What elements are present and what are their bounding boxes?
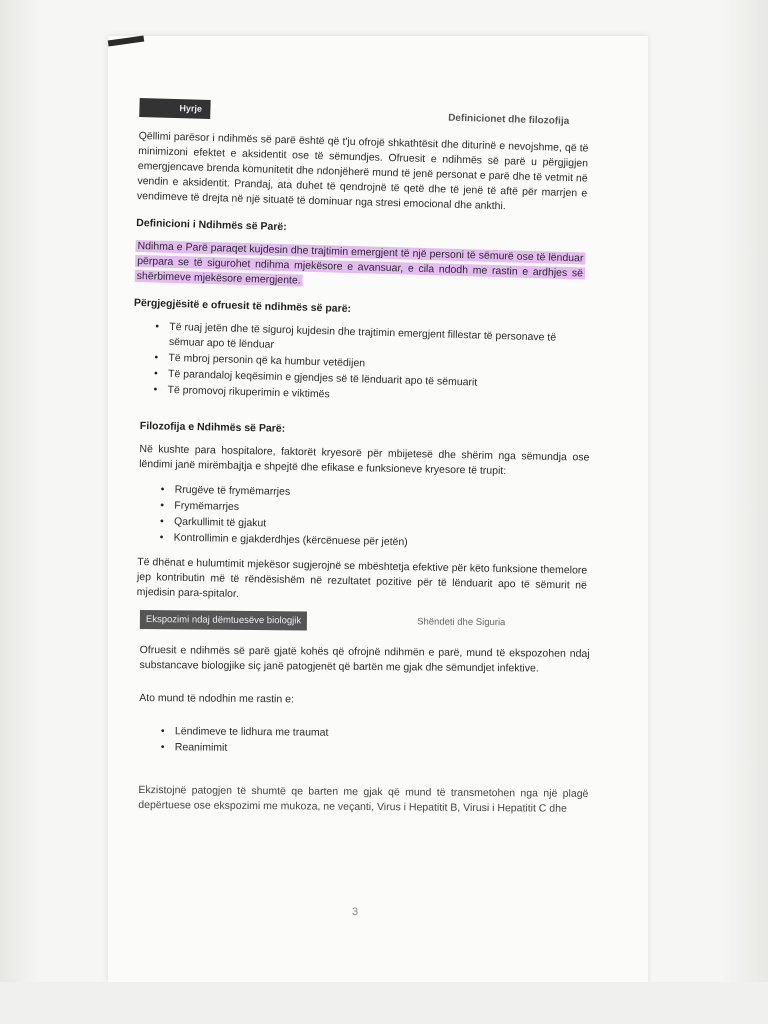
list-item: • Të ruaj jetën dhe të siguroj kujdesin dhe trajtimin emergjent fillestar të personave të sëmuar apo të lënduar: [155, 320, 584, 362]
philosophy-text: Në kushte para hospitalore, faktorët kryesorë për mbijetesë dhe shërim nga sëmundja ose lëndimi janë mirëmbajtja e shpejtë dhe efikase e funksioneve kryesore të trupit:: [139, 442, 590, 478]
list-item: • Frymëmarrjes: [160, 498, 588, 521]
page-content: [133, 88, 590, 823]
bottom-block: [138, 610, 590, 817]
header-title: Definicionet dhe filozofija: [448, 112, 570, 127]
definition-heading: Definicioni i Ndihmës së Parë:: [136, 216, 287, 234]
middle-block: [137, 419, 590, 609]
section2-list: [139, 724, 589, 759]
scan-border: [0, 982, 768, 1024]
list-item: • Të parandaloj keqësimin e gjendjes së të lënduarit apo të sëmuarit: [154, 367, 582, 394]
section2-tag: Ekspozimi ndaj dëmtuesëve biologjik: [140, 610, 307, 630]
list-item: • Reanimimit: [161, 740, 589, 759]
list-item: • Kontrollimin e gjakderdhjes (kërcënuese për jetën): [160, 530, 588, 553]
list-item: • Të mbroj personin që ka humbur vetëdijen: [154, 351, 582, 378]
list-item: • Rrugëve të frymëmarrjes: [160, 482, 588, 505]
philosophy-conclusion: Të dhënat e hulumtimit mjekësor sugjerojnë se mbështetja efektive për këto funksione themelore jep kontributin më të rëndësishëm në rezultatet pozitive për të lënduarit apo të sëmurit në mjedisin para-spitalor.: [136, 555, 588, 600]
responsibilities-list: [131, 319, 583, 410]
section-tag: Hyrje: [139, 98, 210, 119]
list-item: • Lëndimeve te lidhura me traumat: [161, 724, 589, 743]
philosophy-list: [138, 482, 589, 554]
page-header: [139, 88, 590, 130]
list-item: • Qarkullimit të gjakut: [160, 514, 588, 537]
section2-sub: Ato mund të ndodhin me rastin e:: [139, 691, 294, 706]
definition-text: Ndihma e Parë paraqet kujdesin dhe trajtimin emergjent të një personi të sëmurë ose të lënduar përpara se të sigurohet ndihma mjekësore e avansuar, e cila ndodh me rastin e ardhjes së shërbimeve mjekësore emergjente.: [136, 239, 584, 287]
section2-text: Ofruesit e ndihmës së parë gjatë kohës që ofrojnë ndihmën e parë, mund të ekspozohen ndaj substancave biologjike siç janë patogjenët që bartën me gjak dhe sëmundjet infektive.: [139, 643, 590, 675]
page-number: 3: [352, 906, 359, 918]
section2-header: [140, 610, 590, 633]
section2-final: Ekzistojnë patogjen të shumtë qe barten me gjak që mund të transmetohen nga një plagë depërtuese ose ekspozimi me mukoza, ne veçanti, Virus i Hepatitit B, Virusi i Hepatitit C dhe: [138, 783, 589, 815]
philosophy-heading: Filozofija e Ndihmës së Parë:: [139, 419, 286, 435]
list-item: • Të promovoj rikuperimin e viktimës: [153, 382, 581, 409]
top-block: [131, 88, 589, 409]
section2-title: Shëndeti dhe Siguria: [417, 616, 506, 629]
intro-paragraph: Qëllimi parësor i ndihmës së parë është që t'ju ofrojë shkathtësit dhe diturinë e nevojshme, që të minimizoni efektet e aksidentit ose të sëmundjes. Ofruesit e ndihmës së parë u përgjigjen emergjencave brenda komunitetit dhe ndonjëherë mund të jenë personat e parë dhe të vetmit në vendin e aksidentit. Prandaj, ata duhet të qendrojnë të qetë dhe të jenë të aftë për marrjen e vendimeve të drejta në një situatë të dominuar nga stresi emocional dhe ankthi.: [136, 129, 589, 213]
responsibilities-heading: Përgjegjësitë e ofruesit të ndihmës së parë:: [133, 296, 352, 315]
